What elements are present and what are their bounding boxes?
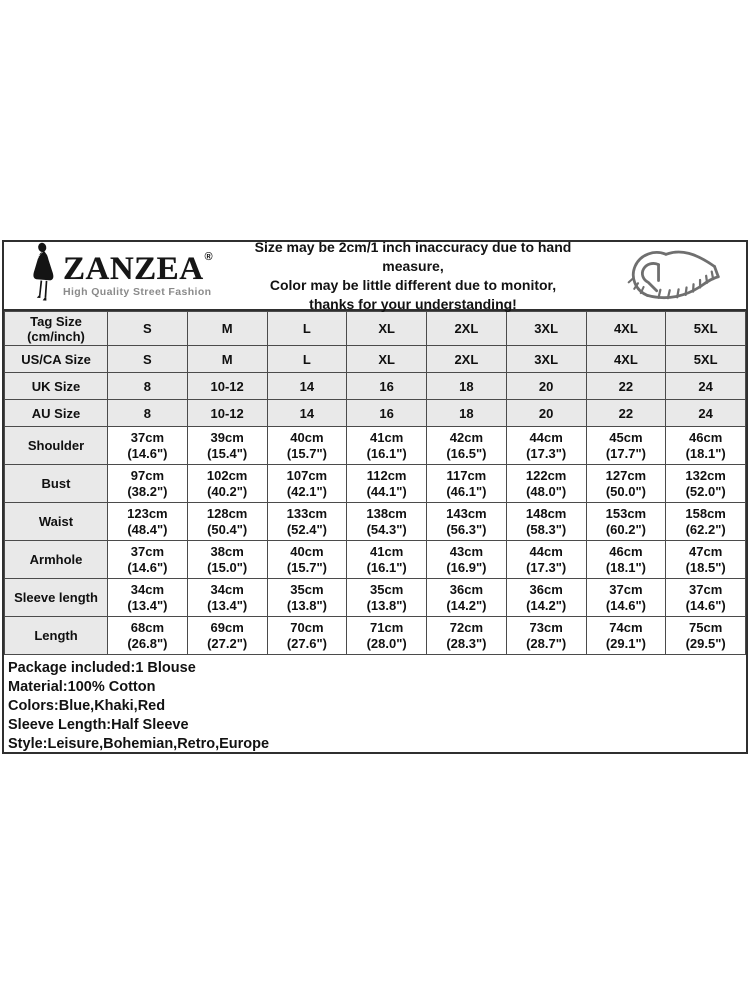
measure-cell	[267, 541, 347, 579]
measure-cm: 148cm	[525, 505, 567, 521]
measure-cell	[347, 427, 427, 465]
measure-cm: 34cm	[130, 581, 164, 597]
row-label-line: UK Size	[31, 378, 81, 394]
measurement-row	[5, 427, 746, 465]
size-cell: 4XL	[586, 312, 666, 346]
notice-line: thanks for your understanding!	[309, 296, 517, 312]
measure-cell	[267, 617, 347, 655]
measure-inch: (16.9")	[446, 559, 487, 575]
size-cell: L	[267, 312, 347, 346]
measure-cell	[347, 579, 427, 617]
measure-inch: (13.8")	[366, 597, 407, 613]
measure-inch: (13.4")	[207, 597, 248, 613]
measurement-row	[5, 541, 746, 579]
measure-cell	[187, 465, 267, 503]
size-cell: 16	[347, 400, 427, 427]
measure-cell	[347, 503, 427, 541]
measure-inch: (18.5")	[685, 559, 726, 575]
size-cell: 16	[347, 373, 427, 400]
size-cell: XL	[347, 312, 427, 346]
size-cell: 8	[108, 373, 188, 400]
measure-inch: (50.0")	[605, 483, 646, 499]
measure-cell	[586, 617, 666, 655]
measure-cm: 37cm	[689, 581, 723, 597]
measure-cm: 41cm	[370, 543, 404, 559]
measure-cell	[108, 579, 188, 617]
measure-inch: (28.3")	[446, 635, 487, 651]
registered-mark: ®	[204, 250, 213, 263]
measure-cm: 132cm	[685, 467, 726, 483]
note-line: Package included:1 Blouse	[8, 660, 196, 676]
measure-cm: 153cm	[605, 505, 647, 521]
measure-cell	[666, 465, 746, 503]
measure-inch: (17.3")	[526, 445, 567, 461]
size-cell: M	[187, 312, 267, 346]
measure-cm: 37cm	[609, 581, 643, 597]
measure-cm: 122cm	[525, 467, 567, 483]
measure-cell	[586, 579, 666, 617]
size-cell: 18	[427, 400, 507, 427]
measure-cm: 107cm	[286, 467, 328, 483]
size-cell: 18	[427, 373, 507, 400]
measure-cm: 127cm	[605, 467, 647, 483]
row-label: Armhole	[5, 541, 108, 579]
measure-cell	[267, 465, 347, 503]
measure-inch: (16.1")	[366, 445, 407, 461]
measure-inch: (46.1")	[446, 483, 487, 499]
measure-cm: 143cm	[446, 505, 487, 521]
measure-cell	[267, 579, 347, 617]
measure-inch: (13.4")	[127, 597, 168, 613]
measure-inch: (52.4")	[286, 521, 327, 537]
woman-silhouette-icon	[26, 242, 60, 309]
measure-inch: (29.5")	[685, 635, 726, 651]
measure-inch: (14.2")	[446, 597, 487, 613]
size-cell: 5XL	[666, 312, 746, 346]
size-cell: 24	[666, 373, 746, 400]
size-cell: 2XL	[427, 312, 507, 346]
measure-inch: (14.2")	[526, 597, 567, 613]
measure-inch: (42.1")	[286, 483, 327, 499]
row-label	[5, 400, 108, 427]
measure-cell	[347, 465, 427, 503]
measure-cell	[427, 503, 507, 541]
size-cell: 4XL	[586, 346, 666, 373]
size-cell: 24	[666, 400, 746, 427]
measure-inch: (16.5")	[446, 445, 487, 461]
row-label: Length	[5, 617, 108, 655]
measure-cell	[506, 617, 586, 655]
row-label-line: AU Size	[31, 405, 81, 421]
measurement-row	[5, 579, 746, 617]
measure-cm: 35cm	[290, 581, 324, 597]
measure-cm: 40cm	[290, 429, 324, 445]
measurement-row	[5, 465, 746, 503]
size-cell: 20	[506, 400, 586, 427]
measure-cm: 41cm	[370, 429, 404, 445]
measure-cell	[666, 503, 746, 541]
measure-cell	[187, 579, 267, 617]
measure-cell	[506, 579, 586, 617]
note-line: Material:100% Cotton	[8, 679, 156, 695]
measure-cell	[427, 617, 507, 655]
measure-cm: 70cm	[290, 619, 324, 635]
measure-cell	[187, 427, 267, 465]
measure-cm: 36cm	[449, 581, 483, 597]
measure-cell	[506, 427, 586, 465]
size-cell: 2XL	[427, 346, 507, 373]
measure-cm: 35cm	[370, 581, 404, 597]
measure-inch: (27.6")	[286, 635, 327, 651]
measure-cm: 40cm	[290, 543, 324, 559]
measure-cm: 112cm	[366, 467, 407, 483]
measure-inch: (62.2")	[685, 521, 726, 537]
measure-inch: (14.6")	[605, 597, 646, 613]
measure-inch: (48.4")	[127, 521, 168, 537]
measure-inch: (27.2")	[207, 635, 248, 651]
measure-inch: (17.7")	[605, 445, 646, 461]
measure-cell	[666, 541, 746, 579]
brand-name: ZANZEA	[63, 250, 204, 287]
measure-cm: 71cm	[370, 619, 404, 635]
measurement-row	[5, 503, 746, 541]
measure-cm: 47cm	[689, 543, 723, 559]
measure-cell	[187, 617, 267, 655]
measure-inch: (16.1")	[366, 559, 407, 575]
measure-cell	[427, 465, 507, 503]
measure-cell	[666, 427, 746, 465]
size-table	[4, 311, 746, 655]
measure-cell	[267, 427, 347, 465]
measure-inch: (52.0")	[685, 483, 726, 499]
notice-text	[222, 237, 604, 314]
measure-cm: 68cm	[130, 619, 164, 635]
measure-cell	[506, 465, 586, 503]
measure-inch: (14.6")	[685, 597, 726, 613]
notice-line: Color may be little different due to monitor,	[269, 277, 557, 293]
note-line: Style:Leisure,Bohemian,Retro,Europe	[8, 736, 270, 752]
size-cell: L	[267, 346, 347, 373]
measure-cm: 72cm	[449, 619, 483, 635]
note-line: Colors:Blue,Khaki,Red	[8, 698, 166, 714]
header-band	[4, 239, 746, 312]
size-cell: XL	[347, 346, 427, 373]
product-notes	[4, 655, 746, 755]
row-label	[5, 312, 108, 346]
measure-cell	[108, 617, 188, 655]
measure-cell	[108, 465, 188, 503]
size-cell: 10-12	[187, 400, 267, 427]
size-table-body	[5, 312, 746, 655]
measure-cm: 117cm	[446, 467, 487, 483]
measure-cell	[427, 579, 507, 617]
measure-inch: (48.0")	[526, 483, 567, 499]
measure-cm: 73cm	[529, 619, 563, 635]
row-label: Bust	[5, 465, 108, 503]
brand-tagline: High Quality Street Fashion	[63, 285, 212, 298]
measuring-tape-icon	[610, 242, 722, 309]
measure-cm: 158cm	[685, 505, 726, 521]
size-row	[5, 312, 746, 346]
size-cell: 22	[586, 373, 666, 400]
measure-inch: (18.1")	[685, 445, 726, 461]
measure-cm: 37cm	[130, 429, 164, 445]
measure-inch: (26.8")	[127, 635, 168, 651]
row-label-line: Tag Size	[30, 313, 82, 329]
measure-inch: (60.2")	[605, 521, 646, 537]
measure-cell	[506, 503, 586, 541]
measure-inch: (15.7")	[286, 445, 327, 461]
measure-cell	[108, 503, 188, 541]
size-cell: 3XL	[506, 346, 586, 373]
size-cell: 8	[108, 400, 188, 427]
measure-cm: 74cm	[609, 619, 643, 635]
measure-cell	[586, 427, 666, 465]
brand-text-block	[63, 250, 213, 298]
size-row	[5, 400, 746, 427]
measure-inch: (50.4")	[207, 521, 248, 537]
measure-inch: (38.2")	[127, 483, 168, 499]
measure-cm: 102cm	[206, 467, 248, 483]
measure-cm: 43cm	[449, 543, 483, 559]
row-label: Waist	[5, 503, 108, 541]
measure-inch: (28.7")	[526, 635, 567, 651]
measure-cell	[108, 427, 188, 465]
measure-cm: 138cm	[366, 505, 407, 521]
row-label	[5, 373, 108, 400]
size-row	[5, 346, 746, 373]
size-cell: 10-12	[187, 373, 267, 400]
measure-cm: 133cm	[286, 505, 328, 521]
measure-cell	[506, 541, 586, 579]
measure-inch: (14.6")	[127, 559, 168, 575]
measure-cm: 42cm	[449, 429, 483, 445]
size-cell: 5XL	[666, 346, 746, 373]
measure-cm: 44cm	[529, 543, 563, 559]
measure-cell	[586, 465, 666, 503]
measure-cell	[666, 617, 746, 655]
measure-cell	[108, 541, 188, 579]
measure-inch: (28.0")	[366, 635, 407, 651]
measure-inch: (13.8")	[286, 597, 327, 613]
measure-inch: (44.1")	[366, 483, 407, 499]
measurement-row	[5, 617, 746, 655]
row-label-line: US/CA Size	[21, 351, 91, 367]
measure-cm: 36cm	[529, 581, 563, 597]
measure-inch: (54.3")	[366, 521, 407, 537]
row-label: Sleeve length	[5, 579, 108, 617]
measure-inch: (17.3")	[526, 559, 567, 575]
measure-inch: (15.0")	[207, 559, 248, 575]
measure-cm: 46cm	[609, 543, 643, 559]
row-label-line: (cm/inch)	[27, 328, 85, 344]
measure-cm: 39cm	[210, 429, 244, 445]
row-label	[5, 346, 108, 373]
measure-inch: (15.4")	[207, 445, 248, 461]
measure-inch: (15.7")	[286, 559, 327, 575]
measure-inch: (40.2")	[207, 483, 248, 499]
brand-logo	[4, 242, 222, 309]
measure-cell	[347, 617, 427, 655]
measure-inch: (56.3")	[446, 521, 487, 537]
size-cell: M	[187, 346, 267, 373]
measure-cm: 37cm	[130, 543, 164, 559]
measure-cell	[666, 579, 746, 617]
measure-cell	[187, 541, 267, 579]
measure-cell	[586, 503, 666, 541]
measure-cm: 44cm	[529, 429, 563, 445]
size-row	[5, 373, 746, 400]
measure-cell	[427, 541, 507, 579]
size-cell: 20	[506, 373, 586, 400]
measure-inch: (29.1")	[605, 635, 646, 651]
size-cell: 14	[267, 373, 347, 400]
measure-cm: 123cm	[127, 505, 168, 521]
measure-inch: (58.3")	[526, 521, 567, 537]
measure-cm: 38cm	[210, 543, 244, 559]
measure-cell	[187, 503, 267, 541]
measure-cm: 46cm	[689, 429, 723, 445]
notice-line: Size may be 2cm/1 inch inaccuracy due to hand measure,	[254, 239, 572, 274]
size-cell: S	[108, 312, 188, 346]
measure-cell	[586, 541, 666, 579]
size-cell: S	[108, 346, 188, 373]
measure-cell	[427, 427, 507, 465]
row-label: Shoulder	[5, 427, 108, 465]
size-cell: 3XL	[506, 312, 586, 346]
measure-cm: 34cm	[210, 581, 244, 597]
size-cell: 14	[267, 400, 347, 427]
measure-inch: (14.6")	[127, 445, 168, 461]
measure-inch: (18.1")	[605, 559, 646, 575]
measure-cm: 75cm	[689, 619, 723, 635]
measure-cm: 128cm	[206, 505, 248, 521]
size-cell: 22	[586, 400, 666, 427]
measure-cell	[267, 503, 347, 541]
content-box	[2, 240, 748, 754]
measure-cm: 45cm	[609, 429, 643, 445]
measure-cm: 97cm	[130, 467, 164, 483]
measure-cell	[347, 541, 427, 579]
measure-cm: 69cm	[210, 619, 244, 635]
note-line: Sleeve Length:Half Sleeve	[8, 717, 189, 733]
